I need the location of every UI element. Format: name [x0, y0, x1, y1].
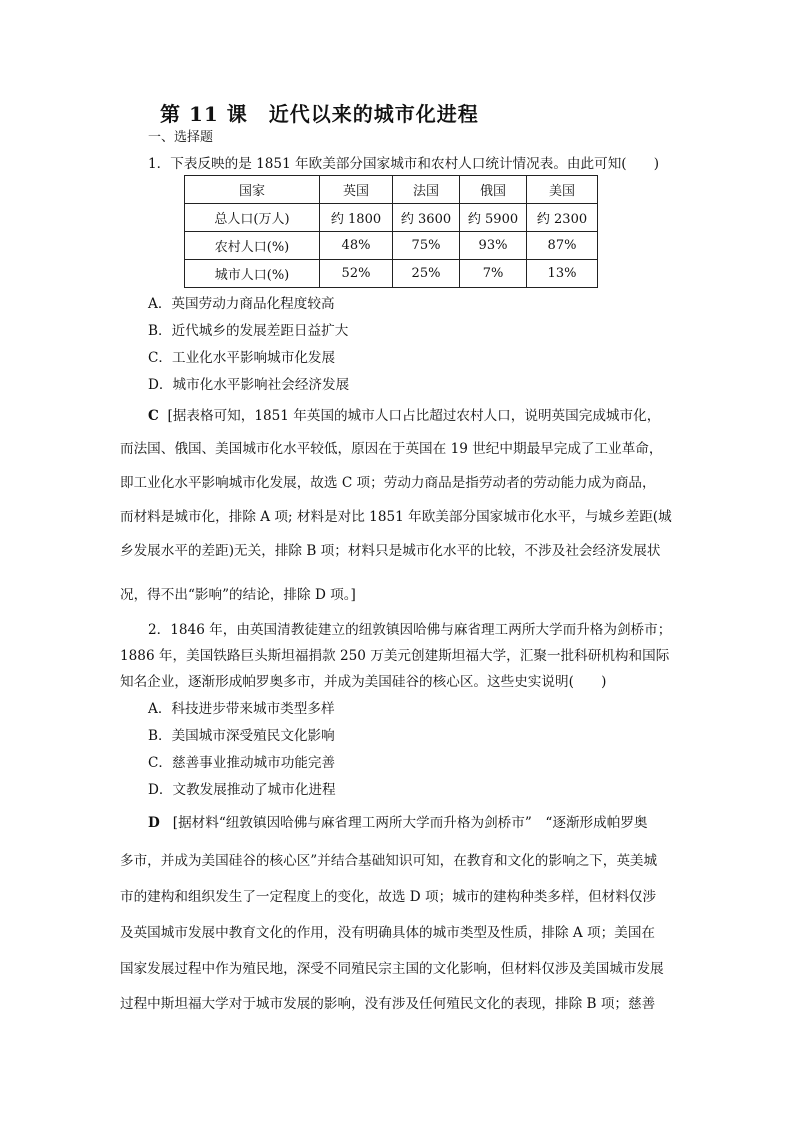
table-header-row	[185, 176, 598, 204]
question-1-explanation-line: 而法国、俄国、美国城市化水平较低，原因在于英国在 19 世纪中期最早完成了工业革命，	[120, 441, 663, 457]
table-row	[185, 232, 598, 260]
table-cell: 农村人口(%)	[185, 232, 320, 260]
question-2-option-d: D．文教发展推动了城市化进程	[148, 782, 336, 798]
question-1-explanation-line	[148, 404, 660, 424]
table-header-cell: 美国	[527, 176, 598, 204]
question-1-explanation-line: 即工业化水平影响城市化发展，故选 C 项；劳动力商品是指劳动者的劳动能力成为商品，	[120, 475, 656, 491]
question-2-stem-line: 1886 年，美国铁路巨头斯坦福捐款 250 万美元创建斯坦福大学，汇聚一批科研机构和国际	[120, 648, 670, 664]
question-2-explanation-line: 过程中斯坦福大学对于城市发展的影响，没有涉及任何殖民文化的表现，排除 B 项；慈善	[120, 996, 656, 1012]
table-header-cell: 英国	[320, 176, 393, 204]
table-cell: 约 2300	[527, 204, 598, 232]
question-1-option-b: B．近代城乡的发展差距日益扩大	[148, 323, 349, 339]
table-cell: 约 5900	[460, 204, 527, 232]
table-cell: 52%	[320, 260, 393, 288]
table-cell: 48%	[320, 232, 393, 260]
question-2-explanation-line: 及英国城市发展中教育文化的作用，没有明确具体的城市类型及性质，排除 A 项；美国在	[120, 925, 656, 941]
table-row	[185, 204, 598, 232]
question-2-stem-line: 知名企业，逐渐形成帕罗奥多市，并成为美国硅谷的核心区。这些史实说明( )	[120, 674, 607, 690]
question-2-explanation-line	[148, 811, 648, 831]
lesson-title: 第 11 课 近代以来的城市化进程	[160, 102, 479, 126]
question-2-option-a: A．科技进步带来城市类型多样	[148, 701, 335, 717]
table-cell: 87%	[527, 232, 598, 260]
question-2-explanation-line: 市的建构和组织发生了一定程度上的变化，故选 D 项；城市的建构种类多样，但材料仅涉	[120, 889, 657, 905]
question-1-answer: C	[148, 408, 159, 424]
section-heading: 一、选择题	[148, 130, 214, 145]
question-2-answer: D	[148, 815, 160, 831]
table-header-cell: 法国	[393, 176, 460, 204]
table-cell: 75%	[393, 232, 460, 260]
question-1-option-d: D．城市化水平影响社会经济发展	[148, 377, 350, 393]
question-2-option-b: B．美国城市深受殖民文化影响	[148, 728, 335, 744]
table-header-cell: 国家	[185, 176, 320, 204]
question-1-explanation-line: 乡发展水平的差距)无关，排除 B 项；材料只是城市化水平的比较，不涉及社会经济发展状	[120, 543, 661, 559]
question-1-option-c: C．工业化水平影响城市化发展	[148, 350, 336, 366]
table-cell: 约 1800	[320, 204, 393, 232]
table-cell: 总人口(万人)	[185, 204, 320, 232]
question-2-explanation-line: 国家发展过程中作为殖民地，深受不同殖民宗主国的文化影响，但材料仅涉及美国城市发展	[120, 961, 664, 977]
table-cell: 7%	[460, 260, 527, 288]
question-1-explanation-line: 况，得不出“影响”的结论，排除 D 项。]	[120, 587, 356, 603]
question-1-explanation-line: 而材料是城市化，排除 A 项; 材料是对比 1851 年欧美部分国家城市化水平，与城乡差距(城	[120, 509, 672, 525]
explanation-text: [据表格可知，1851 年英国的城市人口占比超过农村人口，说明英国完成城市化，	[167, 408, 661, 424]
table-cell: 约 3600	[393, 204, 460, 232]
question-2-stem-line: 2．1846 年，由英国清教徒建立的纽敦镇因哈佛与麻省理工两所大学而升格为剑桥市；	[148, 622, 672, 638]
question-1-option-a: A．英国劳动力商品化程度较高	[148, 296, 335, 312]
question-1-stem: 1．下表反映的是 1851 年欧美部分国家城市和农村人口统计情况表。由此可知( )	[148, 156, 660, 172]
table-cell: 25%	[393, 260, 460, 288]
table-cell: 93%	[460, 232, 527, 260]
table-header-cell: 俄国	[460, 176, 527, 204]
table-row	[185, 260, 598, 288]
table-cell: 城市人口(%)	[185, 260, 320, 288]
question-2-option-c: C．慈善事业推动城市功能完善	[148, 755, 336, 771]
question-2-explanation-line: 多市，并成为美国硅谷的核心区”并结合基础知识可知，在教育和文化的影响之下，英美城	[120, 853, 658, 869]
population-table	[184, 175, 598, 288]
explanation-text: [据材料“纽敦镇因哈佛与麻省理工两所大学而升格为剑桥市” “逐渐形成帕罗奥	[172, 815, 648, 831]
table-cell: 13%	[527, 260, 598, 288]
